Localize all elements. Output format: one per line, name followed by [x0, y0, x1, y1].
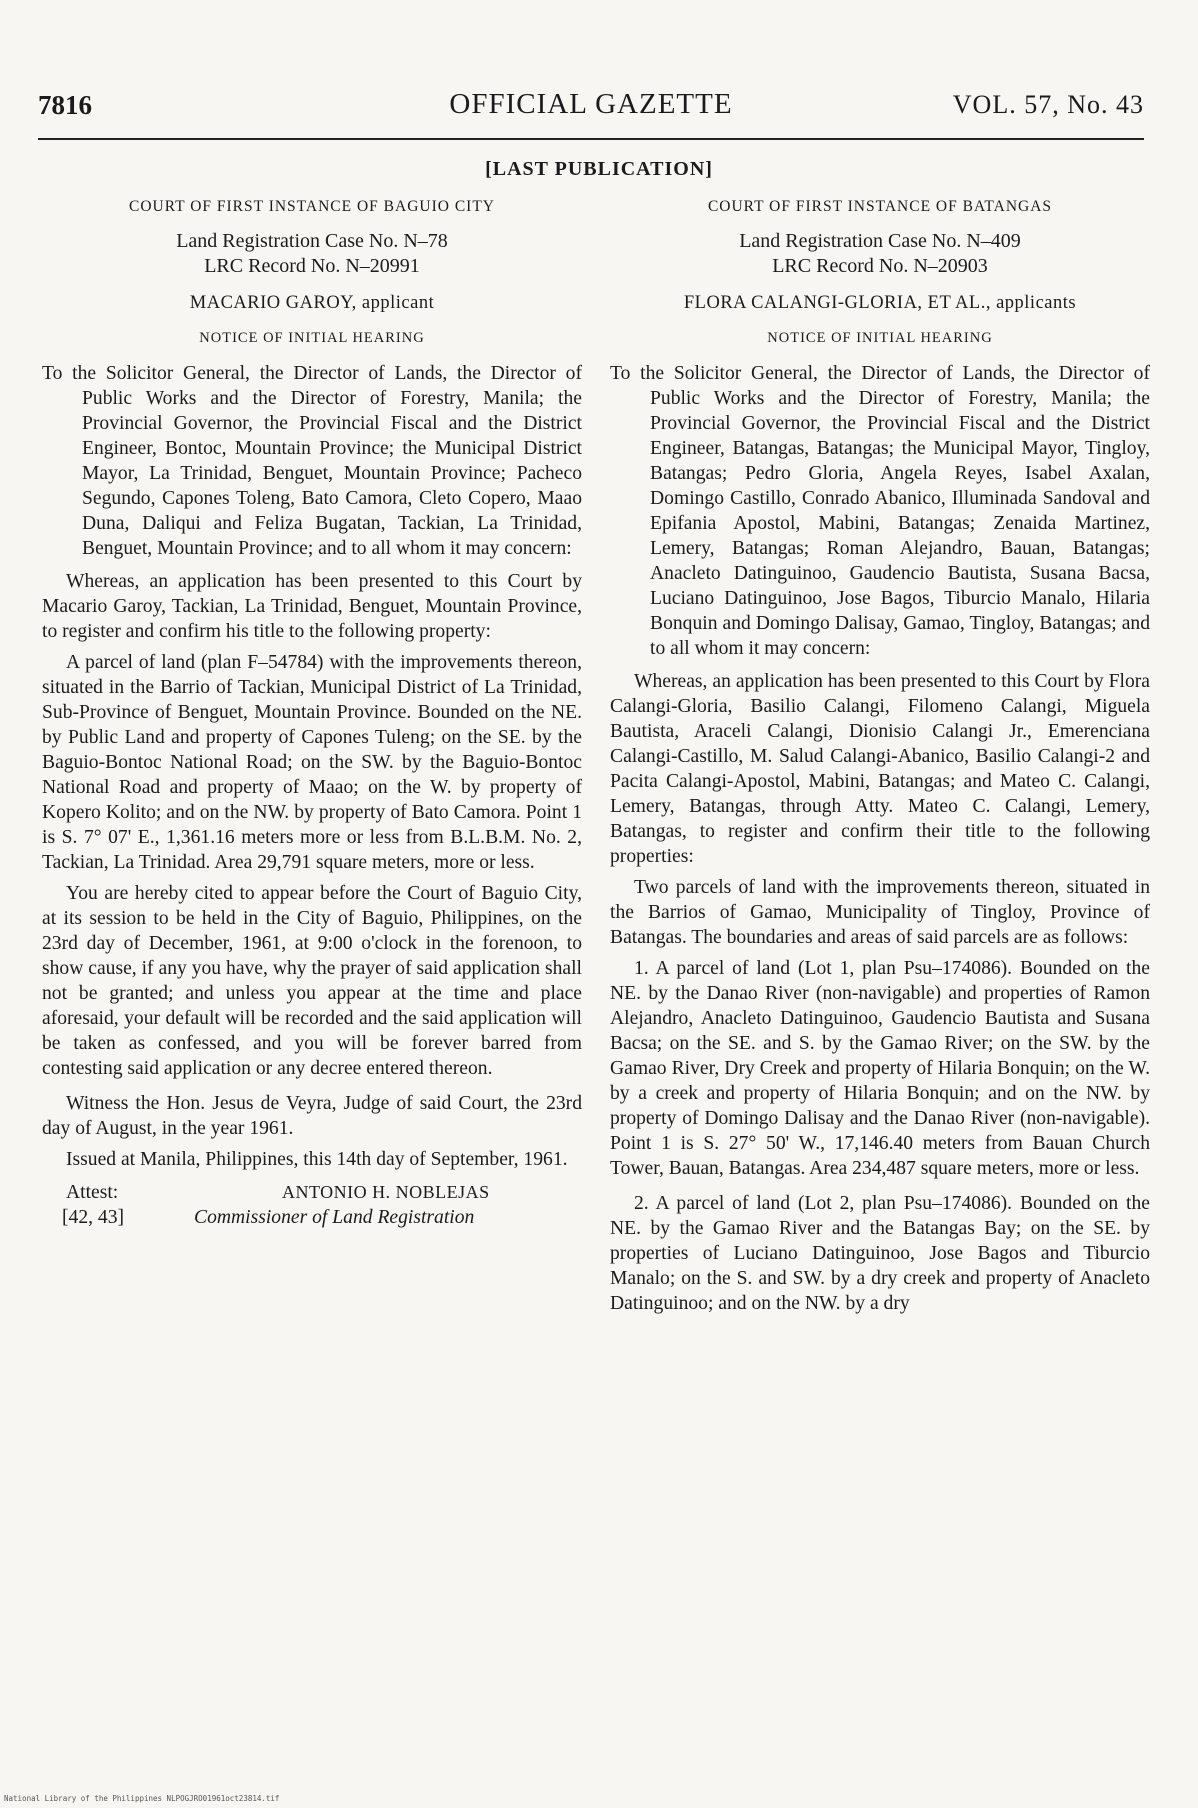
parcel-paragraph: A parcel of land (plan F–54784) with the improvements thereon, situated in the Barrio of Tackian, Municipal District of La Trinidad, Sub-Province of Benguet, Mountain Province. Bounded on the NE. by Public Land and property of Capones Tuleng; on the SE. by the Baguio-Bontoc National Road; on the SW. by the Baguio-Bontoc National Road and property of Maao; on the W. by property of Kopero Kolito; and on the NW. by property of Bato Camora. Point 1 is S. 7° 07' E., 1,361.16 meters more or less from B.L.B.M. No. 2, Tackian, La Trinidad. Area 29,791 square meters, more or less. [42, 652, 582, 873]
court-name: COURT OF FIRST INSTANCE OF BATANGAS [707, 198, 1053, 215]
left-column-notice [42, 194, 582, 1232]
attest-label: Attest: [66, 1182, 119, 1203]
lrc-record: LRC Record No. N–20903 [772, 255, 988, 277]
witness-paragraph: Witness the Hon. Jesus de Veyra, Judge of said Court, the 23rd day of August, in the year 1961. [42, 1093, 582, 1139]
parcel-2-paragraph: 2. A parcel of land (Lot 2, plan Psu–174086). Bounded on the NE. by the Gamao River and the Batangas Bay; on the SE. by properties of Luciano Datinguinoo, Jose Bagos and Tiburcio Manalo; on the S. and SW. by a dry creek and property of Anacleto Datinguinoo; and on the NW. by a dry [610, 1193, 1150, 1314]
running-head [38, 86, 1144, 126]
notice-title: NOTICE OF INITIAL HEARING [767, 330, 993, 346]
address-paragraph: To the Solicitor General, the Director of Lands, the Director of Public Works and the Director of Forestry, Manila; the Provincial Governor, the Provincial Fiscal and the District Engineer, Batangas, Batangas; the Municipal Mayor, Tingloy, Batangas; Pedro Gloria, Angela Reyes, Isabel Axalan, Domingo Castillo, Conrado Abanico, Illuminada Sandoval and Epifania Apostol, Mabini, Batangas; Zenaida Martinez, Lemery, Batangas; Roman Alejandro, Bauan, Batangas; Anacleto Datinguinoo, Gaudencio Bautista, Susana Bacsa, Luciano Datinguinoo, Jose Bagos, Tiburcio Manalo, Hilaria Bonquin and Domingo Dalisay, Gamao, Tingloy, Batangas; and to all whom it may concern: [610, 363, 1150, 659]
lrc-record: LRC Record No. N–20991 [204, 255, 420, 277]
case-number: Land Registration Case No. N–78 [176, 230, 448, 252]
volume-number: VOL. 57, No. 43 [952, 90, 1144, 119]
right-column-notice [610, 194, 1150, 1322]
publication-reference: [42, 43] [62, 1207, 125, 1228]
publication-title: OFFICIAL GAZETTE [449, 88, 733, 120]
page-number: 7816 [38, 90, 92, 120]
attest-name: ANTONIO H. NOBLEJAS [282, 1182, 490, 1202]
applicant: FLORA CALANGI-GLORIA, ET AL., applicants [683, 293, 1077, 313]
attest-block [42, 1180, 582, 1232]
case-number: Land Registration Case No. N–409 [739, 230, 1021, 252]
notice-title: NOTICE OF INITIAL HEARING [199, 330, 425, 346]
last-publication-banner: [LAST PUBLICATION] [485, 158, 713, 180]
header-rule [38, 138, 1144, 140]
two-parcels-paragraph: Two parcels of land with the improvements thereon, situated in the Barrios of Gamao, Municipality of Tingloy, Province of Batangas. The boundaries and areas of said parcels are as follows: [610, 877, 1150, 948]
address-paragraph: To the Solicitor General, the Director of Lands, the Director of Public Works and the Director of Forestry, Manila; the Provincial Governor, the Provincial Fiscal and the District Engineer, Bontoc, Mountain Province; the Municipal District Mayor, La Trinidad, Benguet, Mountain Province; Pacheco Segundo, Capones Toleng, Bato Camora, Cleto Copero, Maao Duna, Daliqui and Feliza Bugatan, Tackian, La Trinidad, Benguet, Mountain Province; and to all whom it may concern: [42, 363, 582, 559]
whereas-paragraph: Whereas, an application has been presented to this Court by Flora Calangi-Gloria, Basilio Calangi, Filomeno Calangi, Miguela Bautista, Araceli Calangi, Dionisio Calangi Jr., Emerenciana Calangi-Castillo, M. Salud Calangi-Abanico, Basilio Calangi-2 and Pacita Calangi-Apostol, Mabini, Batangas; and Mateo C. Calangi, Lemery, Batangas, through Atty. Mateo C. Calangi, Lemery, Batangas, to register and confirm their title to the following properties: [610, 671, 1150, 867]
attest-role: Commissioner of Land Registration [194, 1207, 475, 1228]
issued-paragraph: Issued at Manila, Philippines, this 14th day of September, 1961. [66, 1149, 568, 1170]
scan-footer: National Library of the Philippines NLPOGJRO01961oct23814.tif [4, 1794, 280, 1803]
whereas-paragraph: Whereas, an application has been presented to this Court by Macario Garoy, Tackian, La Trinidad, Benguet, Mountain Province, to register and confirm his title to the following property: [42, 571, 582, 642]
applicant: MACARIO GAROY, applicant [189, 293, 435, 313]
cited-paragraph: You are hereby cited to appear before the Court of Baguio City, at its session to be held in the City of Baguio, Philippines, on the 23rd day of December, 1961, at 9:00 o'clock in the forenoon, to show cause, if any you have, why the prayer of said application shall not be granted; and unless you appear at the time and place aforesaid, your default will be recorded and the said application will be taken as confessed, and you will be forever barred from contesting said application or any decree entered thereon. [42, 883, 582, 1079]
court-name: COURT OF FIRST INSTANCE OF BAGUIO CITY [129, 198, 495, 215]
parcel-1-paragraph: 1. A parcel of land (Lot 1, plan Psu–174086). Bounded on the NE. by the Danao River (non-navigable) and properties of Ramon Alejandro, Anacleto Datinguinoo, Gaudencio Bautista and Susana Bacsa; on the SE. and S. by the Gamao River; on the SW. by the Gamao River, Dry Creek and property of Hilaria Bonquin; on the W. by a creek and property of Hilaria Bonquin; and on the NW. by property of Domingo Dalisay and the Danao River (non-navigable). Point 1 is S. 27° 50' W., 17,146.40 meters from Bauan Church Tower, Bauan, Batangas. Area 234,487 square meters, more or less. [610, 958, 1150, 1179]
